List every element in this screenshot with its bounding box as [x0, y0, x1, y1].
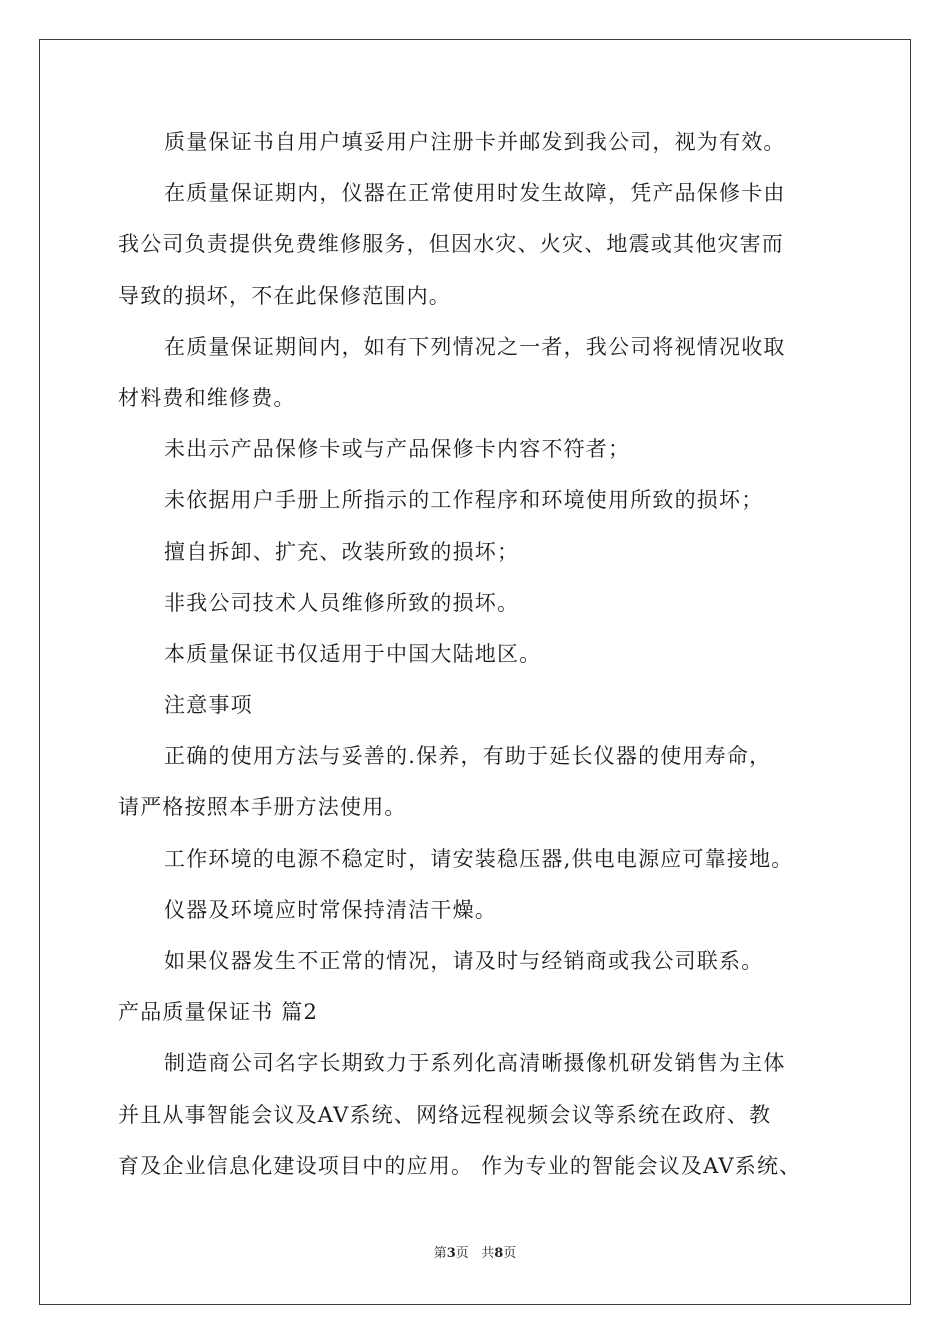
section-title: 产品质量保证书 篇2	[118, 1000, 319, 1025]
text-line: 质量保证书自用户填妥用户注册卡并邮发到我公司，视为有效。	[164, 130, 786, 154]
total-suffix: 页	[503, 1246, 517, 1261]
text-line: 工作环境的电源不稳定时，请安装稳压器,供电电源应可靠接地。	[164, 846, 794, 871]
text-line: 正确的使用方法与妥善的.保养，有助于延长仪器的使用寿命，	[164, 744, 772, 769]
text-line: 在质量保证期内，仪器在正常使用时发生故障，凭产品保修卡由	[164, 181, 786, 206]
page-number: 3	[446, 1246, 456, 1261]
text-line: 并且从事智能会议及AV系统、网络远程视频会议等系统在政府、教	[118, 1102, 772, 1127]
text-line: 非我公司技术人员维修所致的损坏。	[164, 590, 520, 615]
text-line: 仪器及环境应时常保持清洁干燥。	[164, 897, 497, 922]
total-pages: 8	[494, 1246, 504, 1261]
text-line: 制造商公司名字长期致力于系列化高清晰摄像机研发销售为主体	[164, 1051, 786, 1076]
text-line: 擅自拆卸、扩充、改装所致的损坏；	[164, 539, 520, 564]
section-heading: 注意事项	[164, 693, 253, 718]
text-line: 未依据用户手册上所指示的工作程序和环境使用所致的损坏；	[164, 488, 764, 513]
document-body	[118, 130, 858, 1205]
text-line: 材料费和维修费。	[118, 385, 296, 410]
text-line: 育及企业信息化建设项目中的应用。 作为专业的智能会议及AV系统、	[118, 1153, 802, 1178]
text-line: 如果仪器发生不正常的情况，请及时与经销商或我公司联系。	[164, 949, 764, 973]
text-line: 我公司负责提供免费维修服务，但因水灾、火灾、地震或其他灾害而	[118, 232, 784, 257]
text-line: 本质量保证书仅适用于中国大陆地区。	[164, 641, 542, 666]
text-line: 未出示产品保修卡或与产品保修卡内容不符者；	[164, 437, 631, 462]
text-line: 导致的损坏，不在此保修范围内。	[118, 283, 451, 308]
text-line: 在质量保证期间内，如有下列情况之一者，我公司将视情况收取	[164, 334, 786, 359]
total-prefix: 共	[481, 1246, 495, 1261]
page-suffix: 页	[455, 1246, 469, 1261]
page-footer	[0, 1246, 950, 1262]
text-line: 请严格按照本手册方法使用。	[118, 795, 407, 820]
page-prefix: 第	[433, 1246, 447, 1261]
